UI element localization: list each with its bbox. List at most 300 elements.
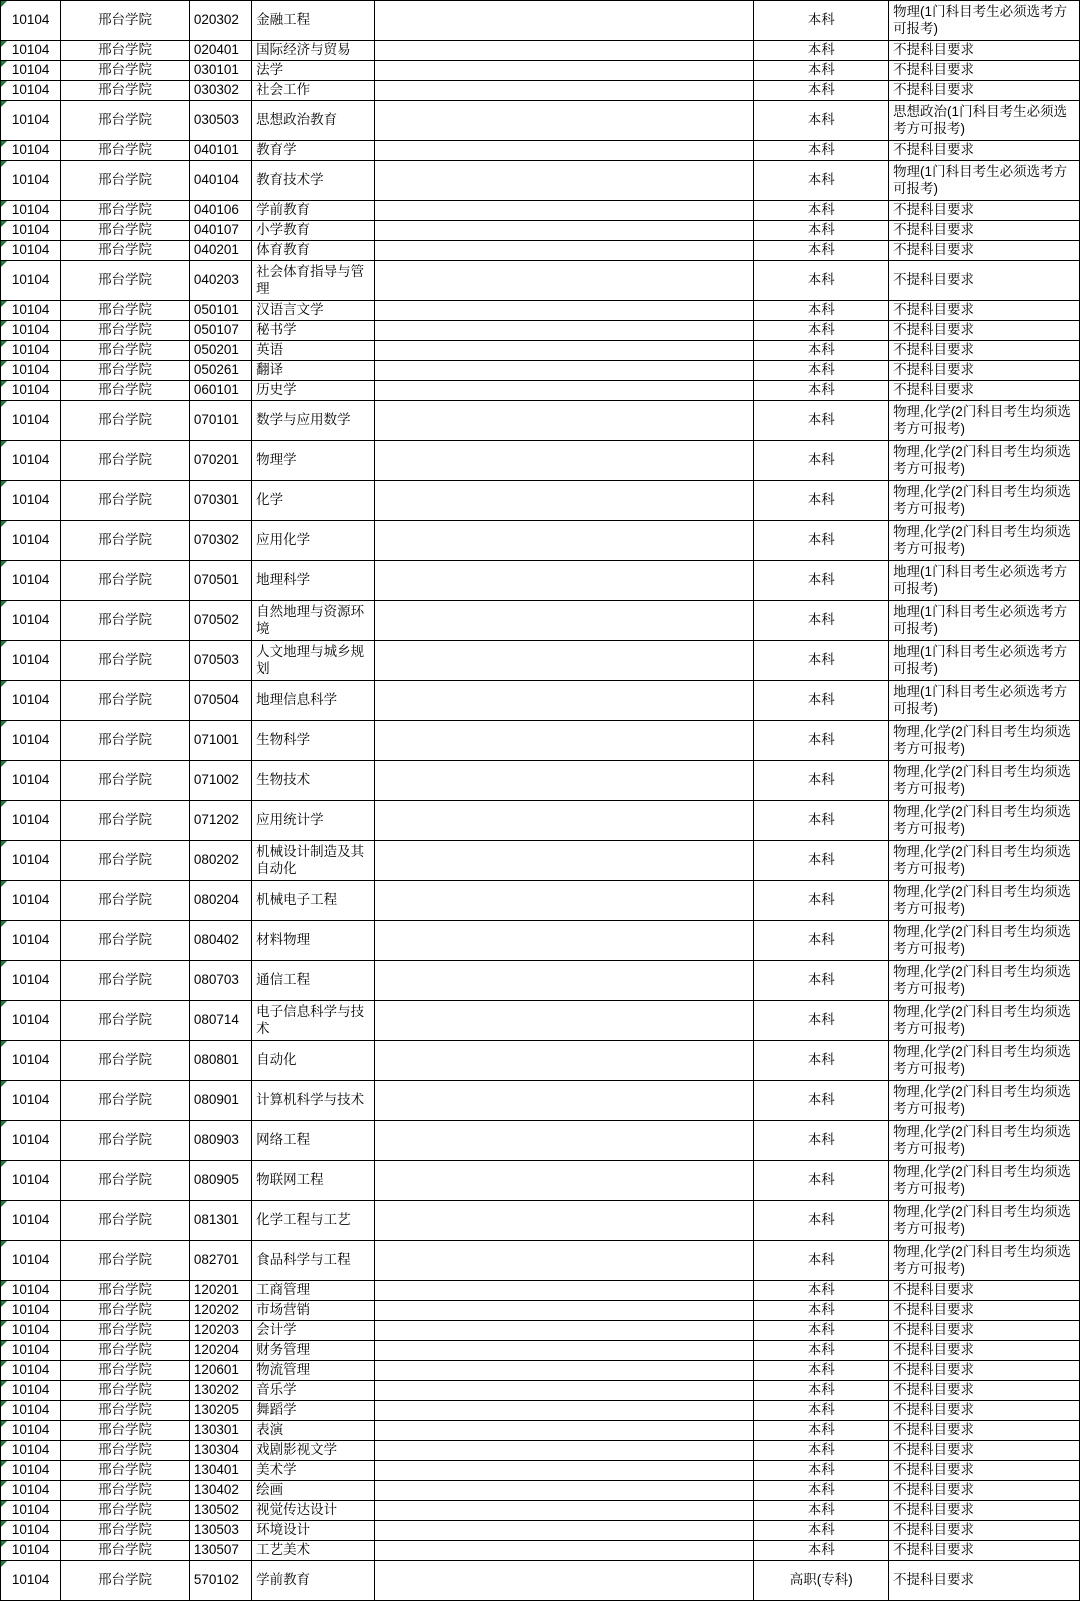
table-row [1, 1521, 1080, 1541]
cell-major-code: 040101 [189, 141, 251, 161]
cell-requirement: 不提科目要求 [889, 1421, 1080, 1441]
cell-requirement: 物理,化学(2门科目考生均须选考方可报考) [889, 401, 1080, 441]
cell-school-code: 10104 [1, 341, 61, 361]
cell-school-name: 邢台学院 [61, 141, 190, 161]
cell-level: 本科 [754, 1521, 889, 1541]
cell-school-code: 10104 [1, 241, 61, 261]
cell-school-name: 邢台学院 [61, 1521, 190, 1541]
cell-level: 本科 [754, 1001, 889, 1041]
cell-school-code: 10104 [1, 841, 61, 881]
table-row [1, 1361, 1080, 1381]
cell-school-name: 邢台学院 [61, 1041, 190, 1081]
cell-level: 本科 [754, 521, 889, 561]
cell-major-name: 食品科学与工程 [252, 1241, 375, 1281]
cell-major-code: 040106 [189, 201, 251, 221]
table-row [1, 1201, 1080, 1241]
cell-note [374, 1401, 754, 1421]
cell-requirement: 物理,化学(2门科目考生均须选考方可报考) [889, 481, 1080, 521]
cell-major-name: 历史学 [252, 381, 375, 401]
cell-major-name: 国际经济与贸易 [252, 41, 375, 61]
cell-school-name: 邢台学院 [61, 201, 190, 221]
cell-level: 本科 [754, 81, 889, 101]
cell-level: 本科 [754, 1341, 889, 1361]
cell-note [374, 61, 754, 81]
table-row [1, 1241, 1080, 1281]
cell-requirement: 不提科目要求 [889, 61, 1080, 81]
cell-major-name: 材料物理 [252, 921, 375, 961]
cell-level: 本科 [754, 101, 889, 141]
cell-level: 本科 [754, 241, 889, 261]
table-row [1, 481, 1080, 521]
cell-major-code: 120203 [189, 1321, 251, 1341]
table-row [1, 1301, 1080, 1321]
cell-note [374, 81, 754, 101]
table-row [1, 961, 1080, 1001]
cell-note [374, 1361, 754, 1381]
cell-school-name: 邢台学院 [61, 601, 190, 641]
cell-major-name: 地理信息科学 [252, 681, 375, 721]
cell-school-code: 10104 [1, 261, 61, 301]
cell-requirement: 地理(1门科目考生必须选考方可报考) [889, 601, 1080, 641]
cell-level: 本科 [754, 1301, 889, 1321]
cell-level: 本科 [754, 1361, 889, 1381]
cell-major-code: 130301 [189, 1421, 251, 1441]
cell-major-code: 050201 [189, 341, 251, 361]
cell-note [374, 1121, 754, 1161]
cell-level: 本科 [754, 721, 889, 761]
cell-note [374, 361, 754, 381]
cell-school-code: 10104 [1, 561, 61, 601]
cell-major-name: 环境设计 [252, 1521, 375, 1541]
cell-school-code: 10104 [1, 141, 61, 161]
cell-major-code: 130202 [189, 1381, 251, 1401]
cell-major-code: 120201 [189, 1281, 251, 1301]
cell-major-code: 082701 [189, 1241, 251, 1281]
cell-note [374, 321, 754, 341]
cell-requirement: 不提科目要求 [889, 1321, 1080, 1341]
table-row [1, 201, 1080, 221]
cell-major-name: 网络工程 [252, 1121, 375, 1161]
table-row [1, 81, 1080, 101]
cell-major-code: 130401 [189, 1461, 251, 1481]
cell-level: 本科 [754, 1281, 889, 1301]
cell-requirement: 不提科目要求 [889, 1281, 1080, 1301]
cell-major-name: 社会体育指导与管理 [252, 261, 375, 301]
cell-requirement: 不提科目要求 [889, 1401, 1080, 1421]
cell-school-name: 邢台学院 [61, 801, 190, 841]
cell-level: 本科 [754, 141, 889, 161]
cell-major-code: 040203 [189, 261, 251, 301]
cell-major-code: 130507 [189, 1541, 251, 1561]
cell-requirement: 不提科目要求 [889, 1441, 1080, 1461]
cell-school-code: 10104 [1, 961, 61, 1001]
cell-major-code: 070501 [189, 561, 251, 601]
table-row [1, 361, 1080, 381]
cell-major-name: 教育学 [252, 141, 375, 161]
table-row [1, 561, 1080, 601]
cell-requirement: 物理,化学(2门科目考生均须选考方可报考) [889, 1121, 1080, 1161]
cell-school-code: 10104 [1, 1281, 61, 1301]
table-row [1, 1281, 1080, 1301]
cell-school-name: 邢台学院 [61, 1541, 190, 1561]
cell-major-code: 130502 [189, 1501, 251, 1521]
cell-major-name: 计算机科学与技术 [252, 1081, 375, 1121]
cell-school-code: 10104 [1, 1401, 61, 1421]
cell-level: 本科 [754, 61, 889, 81]
cell-level: 本科 [754, 921, 889, 961]
table-row [1, 1341, 1080, 1361]
cell-major-name: 生物技术 [252, 761, 375, 801]
cell-major-code: 060101 [189, 381, 251, 401]
cell-major-name: 金融工程 [252, 1, 375, 41]
cell-school-name: 邢台学院 [61, 381, 190, 401]
cell-note [374, 1201, 754, 1241]
cell-major-name: 戏剧影视文学 [252, 1441, 375, 1461]
cell-school-code: 10104 [1, 201, 61, 221]
cell-major-name: 体育教育 [252, 241, 375, 261]
cell-major-code: 080202 [189, 841, 251, 881]
cell-requirement: 物理(1门科目考生必须选考方可报考) [889, 161, 1080, 201]
cell-requirement: 物理,化学(2门科目考生均须选考方可报考) [889, 881, 1080, 921]
table-body [1, 1, 1080, 1601]
cell-requirement: 物理,化学(2门科目考生均须选考方可报考) [889, 1201, 1080, 1241]
cell-note [374, 1001, 754, 1041]
cell-major-name: 自然地理与资源环境 [252, 601, 375, 641]
table-row [1, 261, 1080, 301]
cell-major-name: 汉语言文学 [252, 301, 375, 321]
cell-major-name: 机械设计制造及其自动化 [252, 841, 375, 881]
cell-major-name: 表演 [252, 1421, 375, 1441]
cell-school-code: 10104 [1, 1201, 61, 1241]
cell-school-name: 邢台学院 [61, 641, 190, 681]
cell-school-code: 10104 [1, 521, 61, 561]
cell-major-code: 080714 [189, 1001, 251, 1041]
cell-school-code: 10104 [1, 401, 61, 441]
cell-school-name: 邢台学院 [61, 1341, 190, 1361]
cell-requirement: 不提科目要求 [889, 301, 1080, 321]
cell-school-code: 10104 [1, 1321, 61, 1341]
cell-major-name: 机械电子工程 [252, 881, 375, 921]
cell-school-code: 10104 [1, 61, 61, 81]
cell-major-code: 570102 [189, 1561, 251, 1601]
table-row [1, 641, 1080, 681]
cell-level: 本科 [754, 341, 889, 361]
cell-level: 高职(专科) [754, 1561, 889, 1601]
cell-level: 本科 [754, 381, 889, 401]
cell-school-code: 10104 [1, 221, 61, 241]
cell-note [374, 441, 754, 481]
cell-requirement: 物理,化学(2门科目考生均须选考方可报考) [889, 441, 1080, 481]
table-row [1, 881, 1080, 921]
cell-major-name: 英语 [252, 341, 375, 361]
cell-major-code: 071202 [189, 801, 251, 841]
table-row [1, 301, 1080, 321]
cell-level: 本科 [754, 1201, 889, 1241]
cell-school-name: 邢台学院 [61, 1461, 190, 1481]
cell-requirement: 不提科目要求 [889, 1461, 1080, 1481]
cell-major-code: 070502 [189, 601, 251, 641]
cell-school-name: 邢台学院 [61, 361, 190, 381]
table-row [1, 1, 1080, 41]
cell-major-code: 070301 [189, 481, 251, 521]
cell-level: 本科 [754, 41, 889, 61]
cell-school-name: 邢台学院 [61, 921, 190, 961]
cell-school-code: 10104 [1, 721, 61, 761]
cell-school-code: 10104 [1, 1001, 61, 1041]
cell-major-name: 市场营销 [252, 1301, 375, 1321]
cell-level: 本科 [754, 881, 889, 921]
cell-major-code: 071001 [189, 721, 251, 761]
cell-note [374, 721, 754, 761]
cell-major-code: 120204 [189, 1341, 251, 1361]
cell-requirement: 地理(1门科目考生必须选考方可报考) [889, 561, 1080, 601]
cell-note [374, 201, 754, 221]
table-row [1, 1421, 1080, 1441]
cell-major-name: 生物科学 [252, 721, 375, 761]
cell-level: 本科 [754, 601, 889, 641]
cell-note [374, 1321, 754, 1341]
cell-level: 本科 [754, 361, 889, 381]
cell-major-code: 050101 [189, 301, 251, 321]
cell-major-name: 社会工作 [252, 81, 375, 101]
cell-level: 本科 [754, 401, 889, 441]
table-row [1, 381, 1080, 401]
cell-requirement: 不提科目要求 [889, 1341, 1080, 1361]
cell-note [374, 381, 754, 401]
cell-note [374, 1081, 754, 1121]
cell-school-name: 邢台学院 [61, 1501, 190, 1521]
table-row [1, 1081, 1080, 1121]
cell-major-name: 通信工程 [252, 961, 375, 1001]
cell-major-name: 物流管理 [252, 1361, 375, 1381]
cell-major-name: 学前教育 [252, 1561, 375, 1601]
cell-major-name: 自动化 [252, 1041, 375, 1081]
cell-school-name: 邢台学院 [61, 81, 190, 101]
cell-major-code: 030302 [189, 81, 251, 101]
table-row [1, 1461, 1080, 1481]
cell-note [374, 161, 754, 201]
table-row [1, 1501, 1080, 1521]
cell-school-code: 10104 [1, 1541, 61, 1561]
cell-note [374, 301, 754, 321]
cell-school-code: 10104 [1, 381, 61, 401]
cell-major-code: 120601 [189, 1361, 251, 1381]
table-row [1, 321, 1080, 341]
cell-school-code: 10104 [1, 1341, 61, 1361]
cell-major-name: 应用统计学 [252, 801, 375, 841]
cell-requirement: 不提科目要求 [889, 221, 1080, 241]
cell-school-code: 10104 [1, 81, 61, 101]
cell-requirement: 不提科目要求 [889, 41, 1080, 61]
cell-school-code: 10104 [1, 481, 61, 521]
cell-school-code: 10104 [1, 1241, 61, 1281]
cell-school-name: 邢台学院 [61, 101, 190, 141]
table-row [1, 401, 1080, 441]
cell-note [374, 1, 754, 41]
cell-school-name: 邢台学院 [61, 481, 190, 521]
cell-school-name: 邢台学院 [61, 61, 190, 81]
table-row [1, 1481, 1080, 1501]
cell-note [374, 1381, 754, 1401]
cell-school-code: 10104 [1, 1081, 61, 1121]
cell-note [374, 1501, 754, 1521]
cell-school-code: 10104 [1, 301, 61, 321]
cell-requirement: 物理,化学(2门科目考生均须选考方可报考) [889, 761, 1080, 801]
cell-major-code: 070504 [189, 681, 251, 721]
cell-level: 本科 [754, 321, 889, 341]
cell-school-code: 10104 [1, 1561, 61, 1601]
cell-note [374, 1241, 754, 1281]
cell-major-name: 财务管理 [252, 1341, 375, 1361]
cell-requirement: 不提科目要求 [889, 341, 1080, 361]
cell-major-name: 音乐学 [252, 1381, 375, 1401]
cell-school-code: 10104 [1, 761, 61, 801]
cell-school-code: 10104 [1, 1381, 61, 1401]
cell-school-name: 邢台学院 [61, 1121, 190, 1161]
cell-note [374, 221, 754, 241]
cell-level: 本科 [754, 1481, 889, 1501]
cell-major-name: 人文地理与城乡规划 [252, 641, 375, 681]
cell-level: 本科 [754, 1421, 889, 1441]
cell-major-name: 翻译 [252, 361, 375, 381]
table-row [1, 41, 1080, 61]
cell-note [374, 1481, 754, 1501]
cell-requirement: 不提科目要求 [889, 1501, 1080, 1521]
cell-major-code: 040201 [189, 241, 251, 261]
cell-school-name: 邢台学院 [61, 1561, 190, 1601]
cell-requirement: 地理(1门科目考生必须选考方可报考) [889, 641, 1080, 681]
cell-school-code: 10104 [1, 41, 61, 61]
cell-level: 本科 [754, 1381, 889, 1401]
cell-note [374, 1541, 754, 1561]
cell-note [374, 881, 754, 921]
cell-major-name: 化学工程与工艺 [252, 1201, 375, 1241]
cell-note [374, 761, 754, 801]
table-row [1, 1001, 1080, 1041]
cell-level: 本科 [754, 1121, 889, 1161]
cell-major-name: 视觉传达设计 [252, 1501, 375, 1521]
cell-level: 本科 [754, 801, 889, 841]
cell-school-code: 10104 [1, 1441, 61, 1461]
cell-major-code: 040104 [189, 161, 251, 201]
cell-note [374, 101, 754, 141]
cell-level: 本科 [754, 1161, 889, 1201]
cell-level: 本科 [754, 1081, 889, 1121]
cell-major-code: 070201 [189, 441, 251, 481]
cell-level: 本科 [754, 441, 889, 481]
cell-major-name: 工商管理 [252, 1281, 375, 1301]
cell-major-code: 020401 [189, 41, 251, 61]
cell-school-code: 10104 [1, 441, 61, 481]
cell-note [374, 1521, 754, 1541]
cell-requirement: 物理,化学(2门科目考生均须选考方可报考) [889, 1081, 1080, 1121]
cell-school-name: 邢台学院 [61, 881, 190, 921]
cell-level: 本科 [754, 161, 889, 201]
cell-school-code: 10104 [1, 1361, 61, 1381]
cell-school-name: 邢台学院 [61, 681, 190, 721]
table-row [1, 1401, 1080, 1421]
cell-major-code: 070101 [189, 401, 251, 441]
cell-school-name: 邢台学院 [61, 841, 190, 881]
table-row [1, 601, 1080, 641]
cell-major-code: 130503 [189, 1521, 251, 1541]
cell-major-name: 数学与应用数学 [252, 401, 375, 441]
cell-major-name: 应用化学 [252, 521, 375, 561]
cell-requirement: 物理(1门科目考生必须选考方可报考) [889, 1, 1080, 41]
cell-school-name: 邢台学院 [61, 1281, 190, 1301]
cell-school-name: 邢台学院 [61, 241, 190, 261]
cell-school-code: 10104 [1, 641, 61, 681]
cell-requirement: 物理,化学(2门科目考生均须选考方可报考) [889, 1001, 1080, 1041]
cell-note [374, 241, 754, 261]
cell-requirement: 不提科目要求 [889, 261, 1080, 301]
cell-major-name: 学前教育 [252, 201, 375, 221]
table-row [1, 221, 1080, 241]
cell-note [374, 641, 754, 681]
cell-requirement: 物理,化学(2门科目考生均须选考方可报考) [889, 841, 1080, 881]
cell-school-code: 10104 [1, 1041, 61, 1081]
cell-note [374, 1561, 754, 1601]
cell-school-name: 邢台学院 [61, 1201, 190, 1241]
cell-level: 本科 [754, 1461, 889, 1481]
cell-major-code: 120202 [189, 1301, 251, 1321]
cell-school-name: 邢台学院 [61, 521, 190, 561]
cell-school-name: 邢台学院 [61, 761, 190, 801]
cell-major-code: 071002 [189, 761, 251, 801]
cell-major-name: 思想政治教育 [252, 101, 375, 141]
cell-major-code: 040107 [189, 221, 251, 241]
cell-note [374, 1301, 754, 1321]
cell-school-code: 10104 [1, 1521, 61, 1541]
cell-note [374, 261, 754, 301]
cell-major-code: 050107 [189, 321, 251, 341]
cell-note [374, 841, 754, 881]
cell-school-name: 邢台学院 [61, 1441, 190, 1461]
cell-major-code: 080905 [189, 1161, 251, 1201]
cell-major-code: 080402 [189, 921, 251, 961]
table-row [1, 1561, 1080, 1601]
cell-note [374, 481, 754, 521]
cell-school-name: 邢台学院 [61, 401, 190, 441]
cell-school-code: 10104 [1, 1461, 61, 1481]
cell-requirement: 不提科目要求 [889, 1481, 1080, 1501]
cell-school-code: 10104 [1, 1501, 61, 1521]
cell-school-name: 邢台学院 [61, 1241, 190, 1281]
cell-note [374, 141, 754, 161]
cell-school-code: 10104 [1, 321, 61, 341]
table-row [1, 61, 1080, 81]
cell-school-name: 邢台学院 [61, 1401, 190, 1421]
cell-level: 本科 [754, 261, 889, 301]
cell-major-code: 070302 [189, 521, 251, 561]
cell-note [374, 1281, 754, 1301]
table-row [1, 1161, 1080, 1201]
cell-school-name: 邢台学院 [61, 261, 190, 301]
cell-major-name: 电子信息科学与技术 [252, 1001, 375, 1041]
cell-school-name: 邢台学院 [61, 1321, 190, 1341]
table-row [1, 761, 1080, 801]
cell-major-code: 080204 [189, 881, 251, 921]
cell-requirement: 不提科目要求 [889, 1381, 1080, 1401]
cell-note [374, 561, 754, 601]
cell-note [374, 41, 754, 61]
table-row [1, 1121, 1080, 1161]
cell-requirement: 不提科目要求 [889, 361, 1080, 381]
table-row [1, 161, 1080, 201]
cell-requirement: 物理,化学(2门科目考生均须选考方可报考) [889, 801, 1080, 841]
cell-note [374, 1421, 754, 1441]
cell-school-code: 10104 [1, 1421, 61, 1441]
